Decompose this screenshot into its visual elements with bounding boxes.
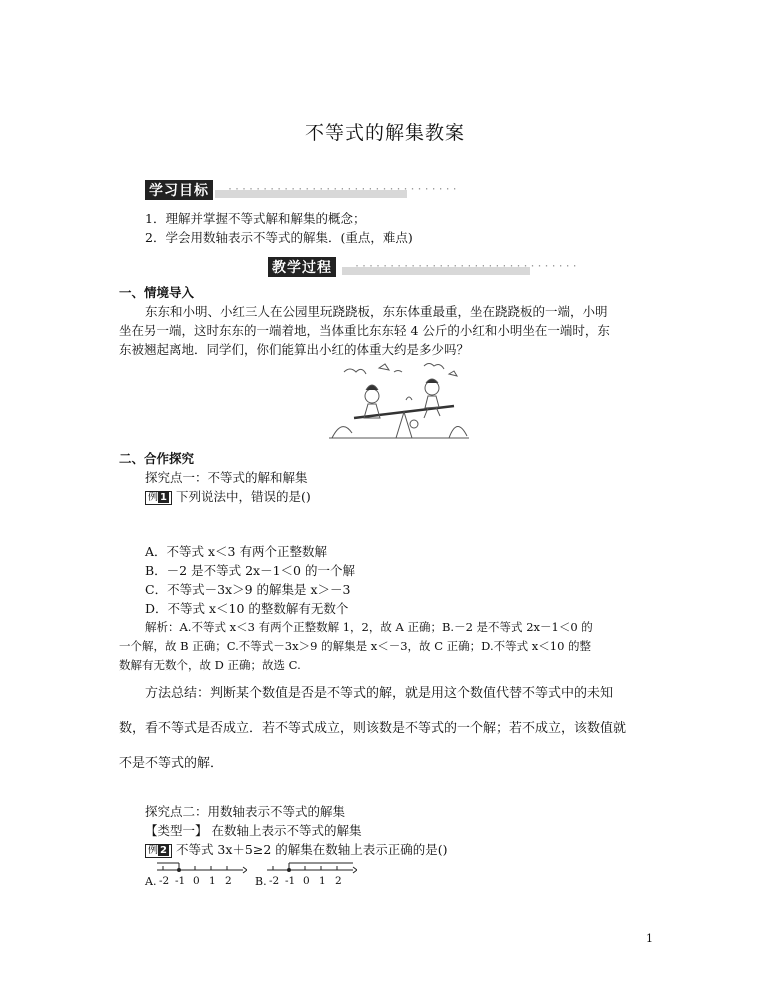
analysis-line: 数解有无数个，故 D 正确；故选 C. xyxy=(119,658,301,672)
number-line-axis xyxy=(157,862,247,876)
analysis-line: 解析：A.不等式 x＜3 有两个正整数解 1，2，故 A 正确；B.－2 是不等式 2x－1＜0 的 xyxy=(145,620,593,634)
paragraph-line: 坐在另一端，这时东东的一端着地，当体重比东东轻 4 公斤的小红和小明坐在一端时，东 xyxy=(119,323,610,338)
example-badge: 例 2 xyxy=(145,844,172,858)
tick-label: -1 xyxy=(285,875,296,887)
process-heading: 教学过程 xyxy=(268,257,336,277)
point2-heading: 探究点二：用数轴表示不等式的解集 xyxy=(145,804,346,819)
tick-label: 2 xyxy=(225,875,232,887)
example1 xyxy=(145,487,311,506)
number-line-axis xyxy=(267,862,357,876)
point1-heading: 探究点一：不等式的解和解集 xyxy=(145,470,308,485)
tick-label: -2 xyxy=(269,875,280,887)
objectives-heading: 学习目标 xyxy=(145,180,213,200)
section2-heading: 二、合作探究 xyxy=(119,451,195,466)
option-c: C．不等式－3x＞9 的解集是 x＞－3 xyxy=(145,582,351,597)
option-label: B. xyxy=(255,875,267,888)
option-label: A. xyxy=(145,875,157,888)
option-d: D．不等式 x＜10 的整数解有无数个 xyxy=(145,601,349,616)
tick-label: 0 xyxy=(193,875,200,887)
tick-label: 2 xyxy=(335,875,342,887)
method-summary-line: 数，看不等式是否成立．若不等式成立，则该数是不等式的一个解；若不成立，该数值就 xyxy=(119,721,627,736)
tick-label: -2 xyxy=(159,875,170,887)
method-summary-line: 方法总结：判断某个数值是否是不等式的解，就是用这个数值代替不等式中的未知 xyxy=(145,686,614,701)
analysis-line: 一个解，故 B 正确；C.不等式－3x＞9 的解集是 x＜－3，故 C 正确；D.不等式 x＜10 的整 xyxy=(119,639,592,653)
option-b: B．－2 是不等式 2x－1＜0 的一个解 xyxy=(145,563,355,578)
page-title: 不等式的解集教案 xyxy=(304,122,465,144)
example2-question: 不等式 3x＋5≥2 的解集在数轴上表示正确的是() xyxy=(175,842,448,857)
process-banner: ································ 教学过程 xyxy=(268,261,530,275)
example2 xyxy=(145,840,448,859)
tick-label: 1 xyxy=(319,875,326,887)
seesaw-illustration xyxy=(324,360,474,445)
objective-item: 1．理解并掌握不等式解和解集的概念； xyxy=(145,211,366,226)
example1-question: 下列说法中，错误的是() xyxy=(175,489,311,504)
number-line-a xyxy=(145,862,245,890)
paragraph-line: 东被翘起离地．同学们，你们能算出小红的体重大约是多少吗？ xyxy=(119,342,470,357)
tick-label: 1 xyxy=(209,875,216,887)
objective-item: 2．学会用数轴表示不等式的解集．(重点，难点) xyxy=(145,230,413,245)
paragraph-line: 东东和小明、小红三人在公园里玩跷跷板，东东体重最重，坐在跷跷板的一端，小明 xyxy=(145,304,608,319)
option-a: A．不等式 x＜3 有两个正整数解 xyxy=(145,544,327,559)
tick-label: 0 xyxy=(303,875,310,887)
page-number: 1 xyxy=(646,932,653,945)
number-line-b xyxy=(255,862,355,890)
type1-heading: 【类型一】 在数轴上表示不等式的解集 xyxy=(145,823,362,838)
tick-label: -1 xyxy=(175,875,186,887)
method-summary-line: 不是不等式的解． xyxy=(119,756,224,771)
objectives-banner: ································· 学习目标 xyxy=(145,184,407,198)
example-badge: 例 1 xyxy=(145,491,172,505)
section1-heading: 一、情境导入 xyxy=(119,285,195,300)
